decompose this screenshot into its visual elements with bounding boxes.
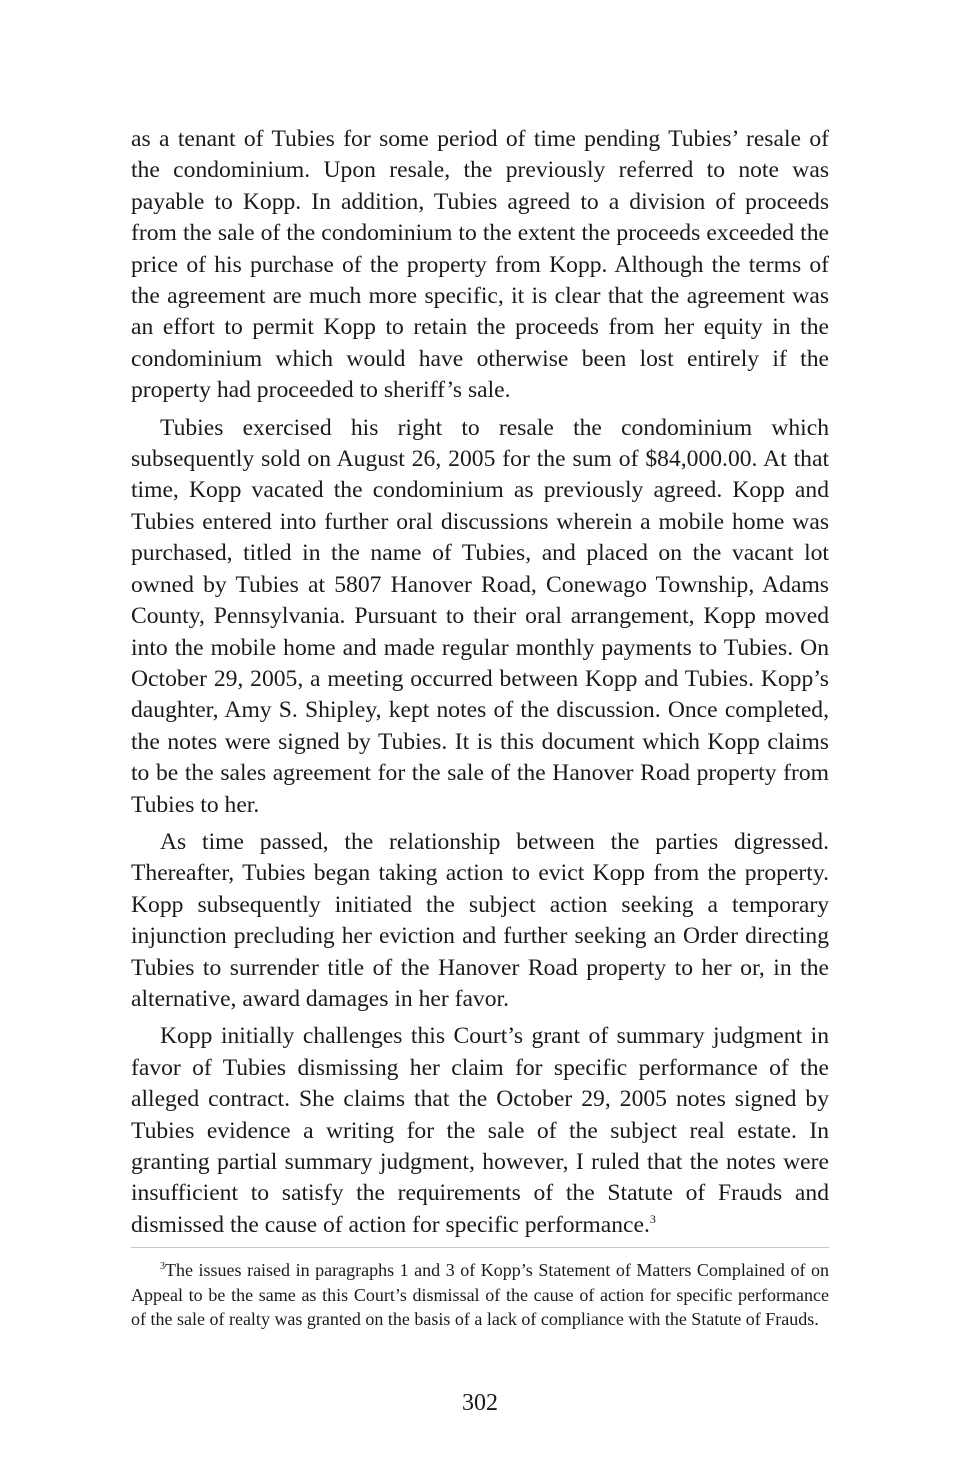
- footnote: [131, 1258, 829, 1332]
- paragraph-summary-judgment: [131, 1021, 829, 1241]
- footnote-text: The issues raised in paragraphs 1 and 3 of Kopp’s Statement of Matters Complained of on Appeal to be the same as this Court’s dismissal of the cause of action for specific performance of the sale of realty was granted on the basis of a lack of compliance with the Statute of Frauds.: [131, 1260, 829, 1330]
- footnote-marker: 3: [160, 1261, 165, 1273]
- footnote-divider: [131, 1247, 829, 1248]
- paragraph-continued: as a tenant of Tubies for some period of time pending Tubies’ resale of the condominium. Upon resale, the previously referred to note was payable to Kopp. In addition, Tubies agreed to a division of proceeds from the sale of the condominium to the extent the proceeds exceeded the price of his purchase of the property from Kopp. Although the terms of the agreement are much more specific, it is clear that the agreement was an effort to permit Kopp to retain the proceeds from her equity in the condominium which would have otherwise been lost entirely if the property had proceeded to sheriff’s sale.: [131, 126, 829, 404]
- paragraph-summary-judgment-text: Kopp initially challenges this Court’s grant of summary judgment in favor of Tubies dismissing her claim for specific performance of the alleged contract. She claims that the October 29, 2005 notes signed by Tubies evidence a writing for the sale of the subject real estate. In granting partial summary judgment, however, I ruled that the notes were insufficient to satisfy the requirements of the Statute of Frauds and dismissed the cause of action for specific performance.: [131, 1023, 829, 1238]
- paragraph-resale: Tubies exercised his right to resale the condominium which subsequently sold on August 26, 2005 for the sum of $84,000.00. At that time, Kopp vacated the condominium as previously agreed. Kopp and Tubies entered into further oral discussions wherein a mobile home was purchased, titled in the name of Tubies, and placed on the vacant lot owned by Tubies at 5807 Hanover Road, Conewago Township, Adams County, Pennsylvania. Pursuant to their oral arrangement, Kopp moved into the mobile home and made regular monthly payments to Tubies. On October 29, 2005, a meeting occurred between Kopp and Tubies. Kopp’s daughter, Amy S. Shipley, kept notes of the discussion. Once completed, the notes were signed by Tubies. It is this document which Kopp claims to be the sales agreement for the sale of the Hanover Road property from Tubies to her.: [131, 414, 829, 818]
- paragraph-relationship: As time passed, the relationship between the parties digressed. Thereafter, Tubies began taking action to evict Kopp from the property. Kopp subsequently initiated the subject action seeking a temporary injunction precluding her eviction and further seeking an Order directing Tubies to surrender title of the Hanover Road property to her or, in the alternative, award damages in her favor.: [131, 828, 829, 1012]
- footnote-reference: 3: [649, 1211, 656, 1226]
- page-body: [131, 124, 829, 1332]
- page-number: 302: [462, 1390, 498, 1416]
